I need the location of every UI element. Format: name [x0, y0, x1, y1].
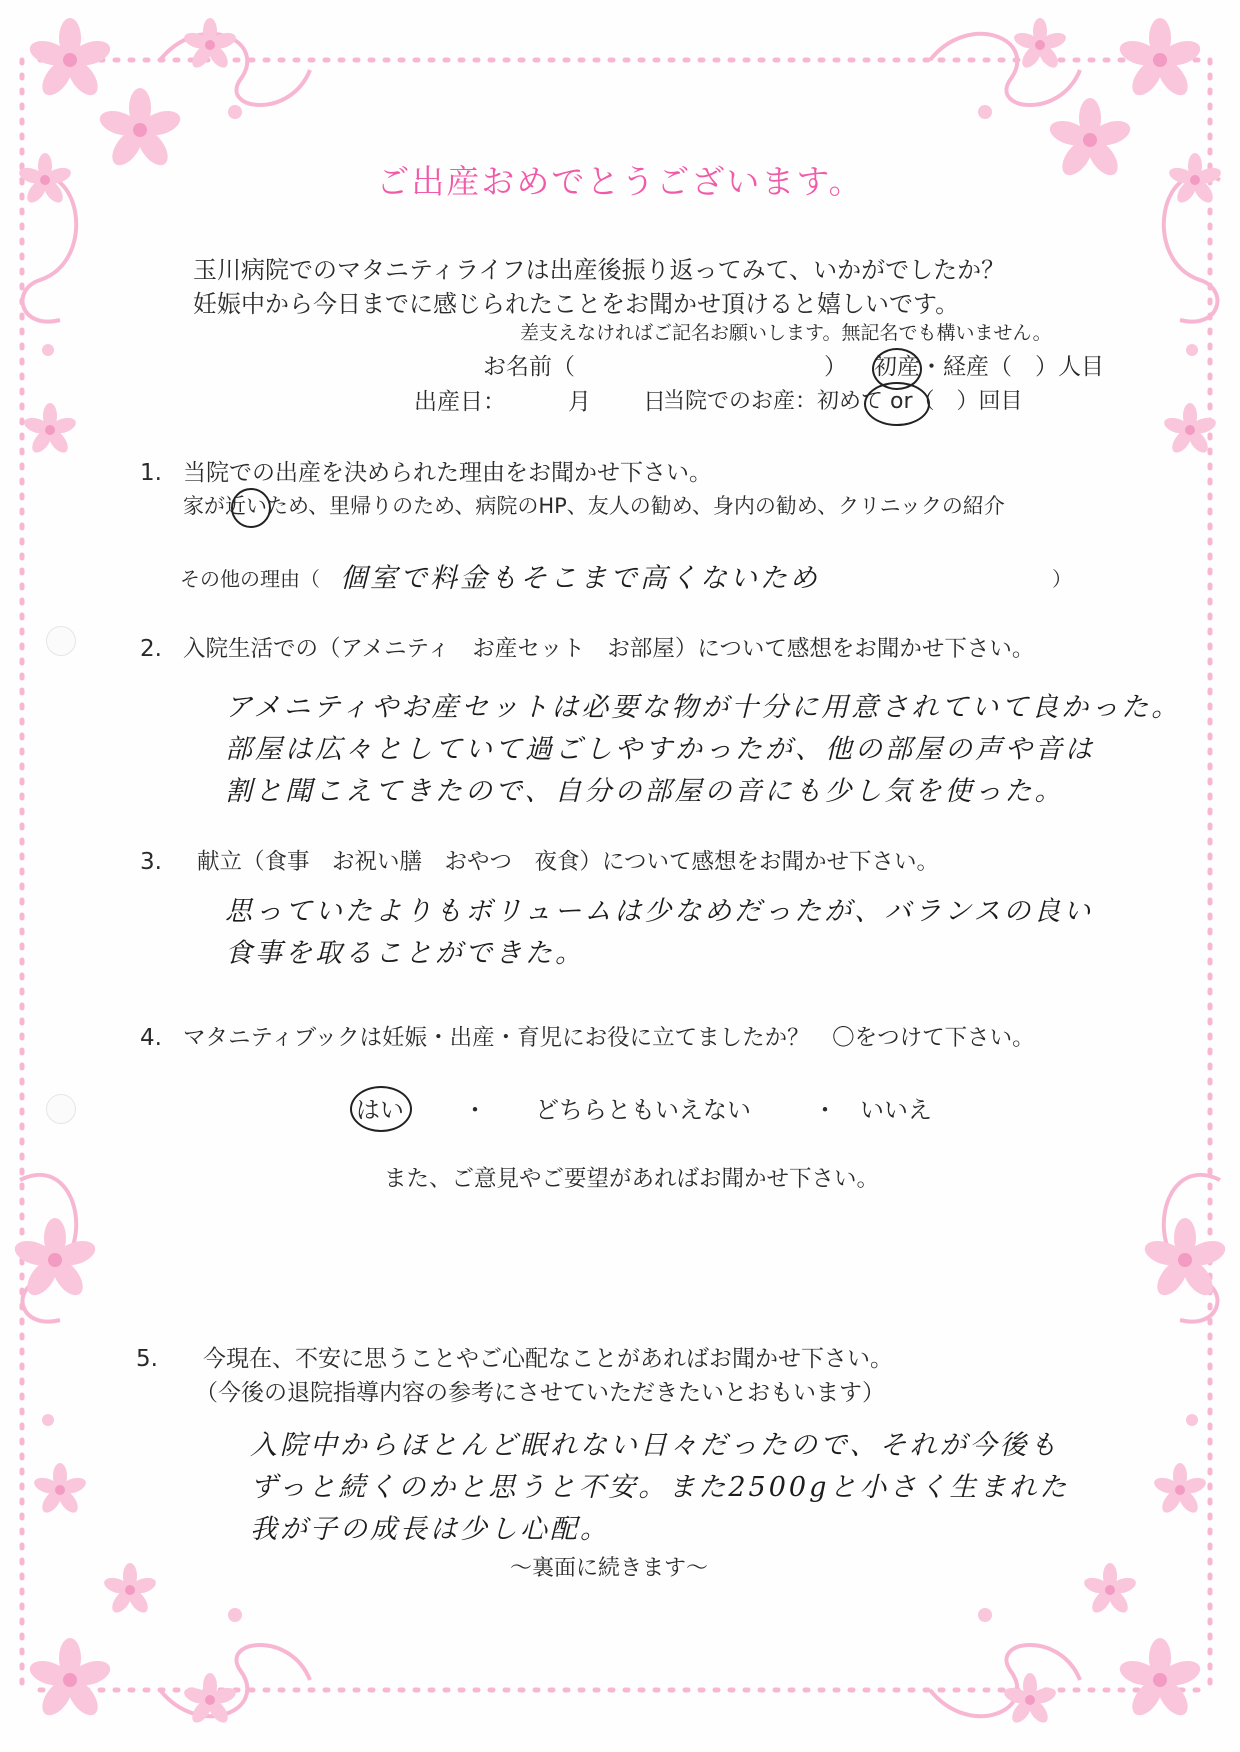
- day-label: 日: [643, 389, 666, 415]
- punch-hole-top: [46, 626, 76, 656]
- q4-followup: また、ご意見やご要望があればお聞かせ下さい。: [384, 1166, 880, 1192]
- birth-date-label: 出産日：: [414, 389, 506, 415]
- q3-question: 献立（食事 お祝い膳 おやつ 夜食）について感想をお聞かせ下さい。: [197, 849, 940, 875]
- q4-number: 4.: [140, 1025, 162, 1051]
- q4-choice-no: いいえ: [860, 1096, 932, 1124]
- q4-choice-neutral: どちらともいえない: [535, 1096, 751, 1124]
- intro-line-2: 妊娠中から今日までに感じられたことをお聞かせ頂けると嬉しいです。: [193, 290, 960, 318]
- q4-choice-yes: はい: [356, 1096, 404, 1124]
- page-title: ご出産おめでとうございます。: [376, 162, 864, 201]
- q3-answer-line-1: 思っていたよりもボリュームは少なめだったが、バランスの良い: [225, 896, 1094, 927]
- name-label: お名前（: [483, 354, 575, 380]
- q2-question: 入院生活での（アメニティ お産セット お部屋）について感想をお聞かせ下さい。: [183, 636, 1035, 662]
- q1-other-answer: 個室で料金もそこまで高くないため: [340, 563, 820, 594]
- q5-question: 今現在、不安に思うことやご心配なことがあればお聞かせ下さい。: [203, 1346, 893, 1372]
- q5-number: 5.: [136, 1346, 158, 1372]
- month-label: 月: [568, 389, 591, 415]
- circle-first-time: [864, 382, 930, 426]
- intro-note: 差支えなければご記名お願いします。無記名でも構いません。: [520, 322, 1052, 344]
- circle-near-home: [231, 488, 271, 528]
- q5-answer-line-1: 入院中からほとんど眠れない日々だったので、それが今後も: [250, 1430, 1060, 1461]
- punch-hole-bottom: [46, 1094, 76, 1124]
- intro-line-1: 玉川病院でのマタニティライフは出産後振り返ってみて、いかがでしたか？: [193, 256, 1006, 284]
- circle-yes: [350, 1086, 412, 1132]
- q4-choice-separator-2: ・: [813, 1096, 837, 1124]
- birth-type: 初産・経産（ ）人目: [874, 354, 1104, 380]
- q2-answer-line-3: 割と聞こえてきたので、自分の部屋の音にも少し気を使った。: [225, 776, 1065, 807]
- q2-number: 2.: [140, 636, 162, 662]
- q1-number: 1.: [140, 460, 162, 486]
- q3-answer-line-2: 食事を取ることができた。: [225, 938, 585, 969]
- q1-options: 家が近いため、里帰りのため、病院のHP、友人の勧め、身内の勧め、クリニックの紹介: [183, 494, 1005, 518]
- q5-answer-line-3: 我が子の成長は少し心配。: [250, 1514, 610, 1545]
- q1-other-label: その他の理由（: [180, 567, 320, 591]
- q1-question: 当院での出産を決められた理由をお聞かせ下さい。: [183, 460, 712, 486]
- q2-answer-line-2: 部屋は広々としていて過ごしやすかったが、他の部屋の声や音は: [225, 734, 1095, 765]
- q4-question: マタニティブックは妊娠・出産・育児にお役に立てましたか？ 〇をつけて下さい。: [183, 1025, 1035, 1051]
- q5-subtext: （今後の退院指導内容の参考にさせていただきたいとおもいます）: [195, 1380, 885, 1406]
- q3-number: 3.: [140, 849, 162, 875]
- q2-answer-line-1: アメニティやお産セットは必要な物が十分に用意されていて良かった。: [225, 692, 1182, 723]
- name-close: ）: [824, 354, 847, 380]
- q1-other-close: ）: [1052, 567, 1072, 591]
- q4-choice-separator-1: ・: [463, 1096, 487, 1124]
- hospital-birth-count: 当院でのお産：初めて or（ ）回目: [663, 389, 1023, 414]
- continued-on-back: ～裏面に続きます～: [510, 1556, 709, 1581]
- q5-answer-line-2: ずっと続くのかと思うと不安。また2500gと小さく生まれた: [250, 1472, 1070, 1503]
